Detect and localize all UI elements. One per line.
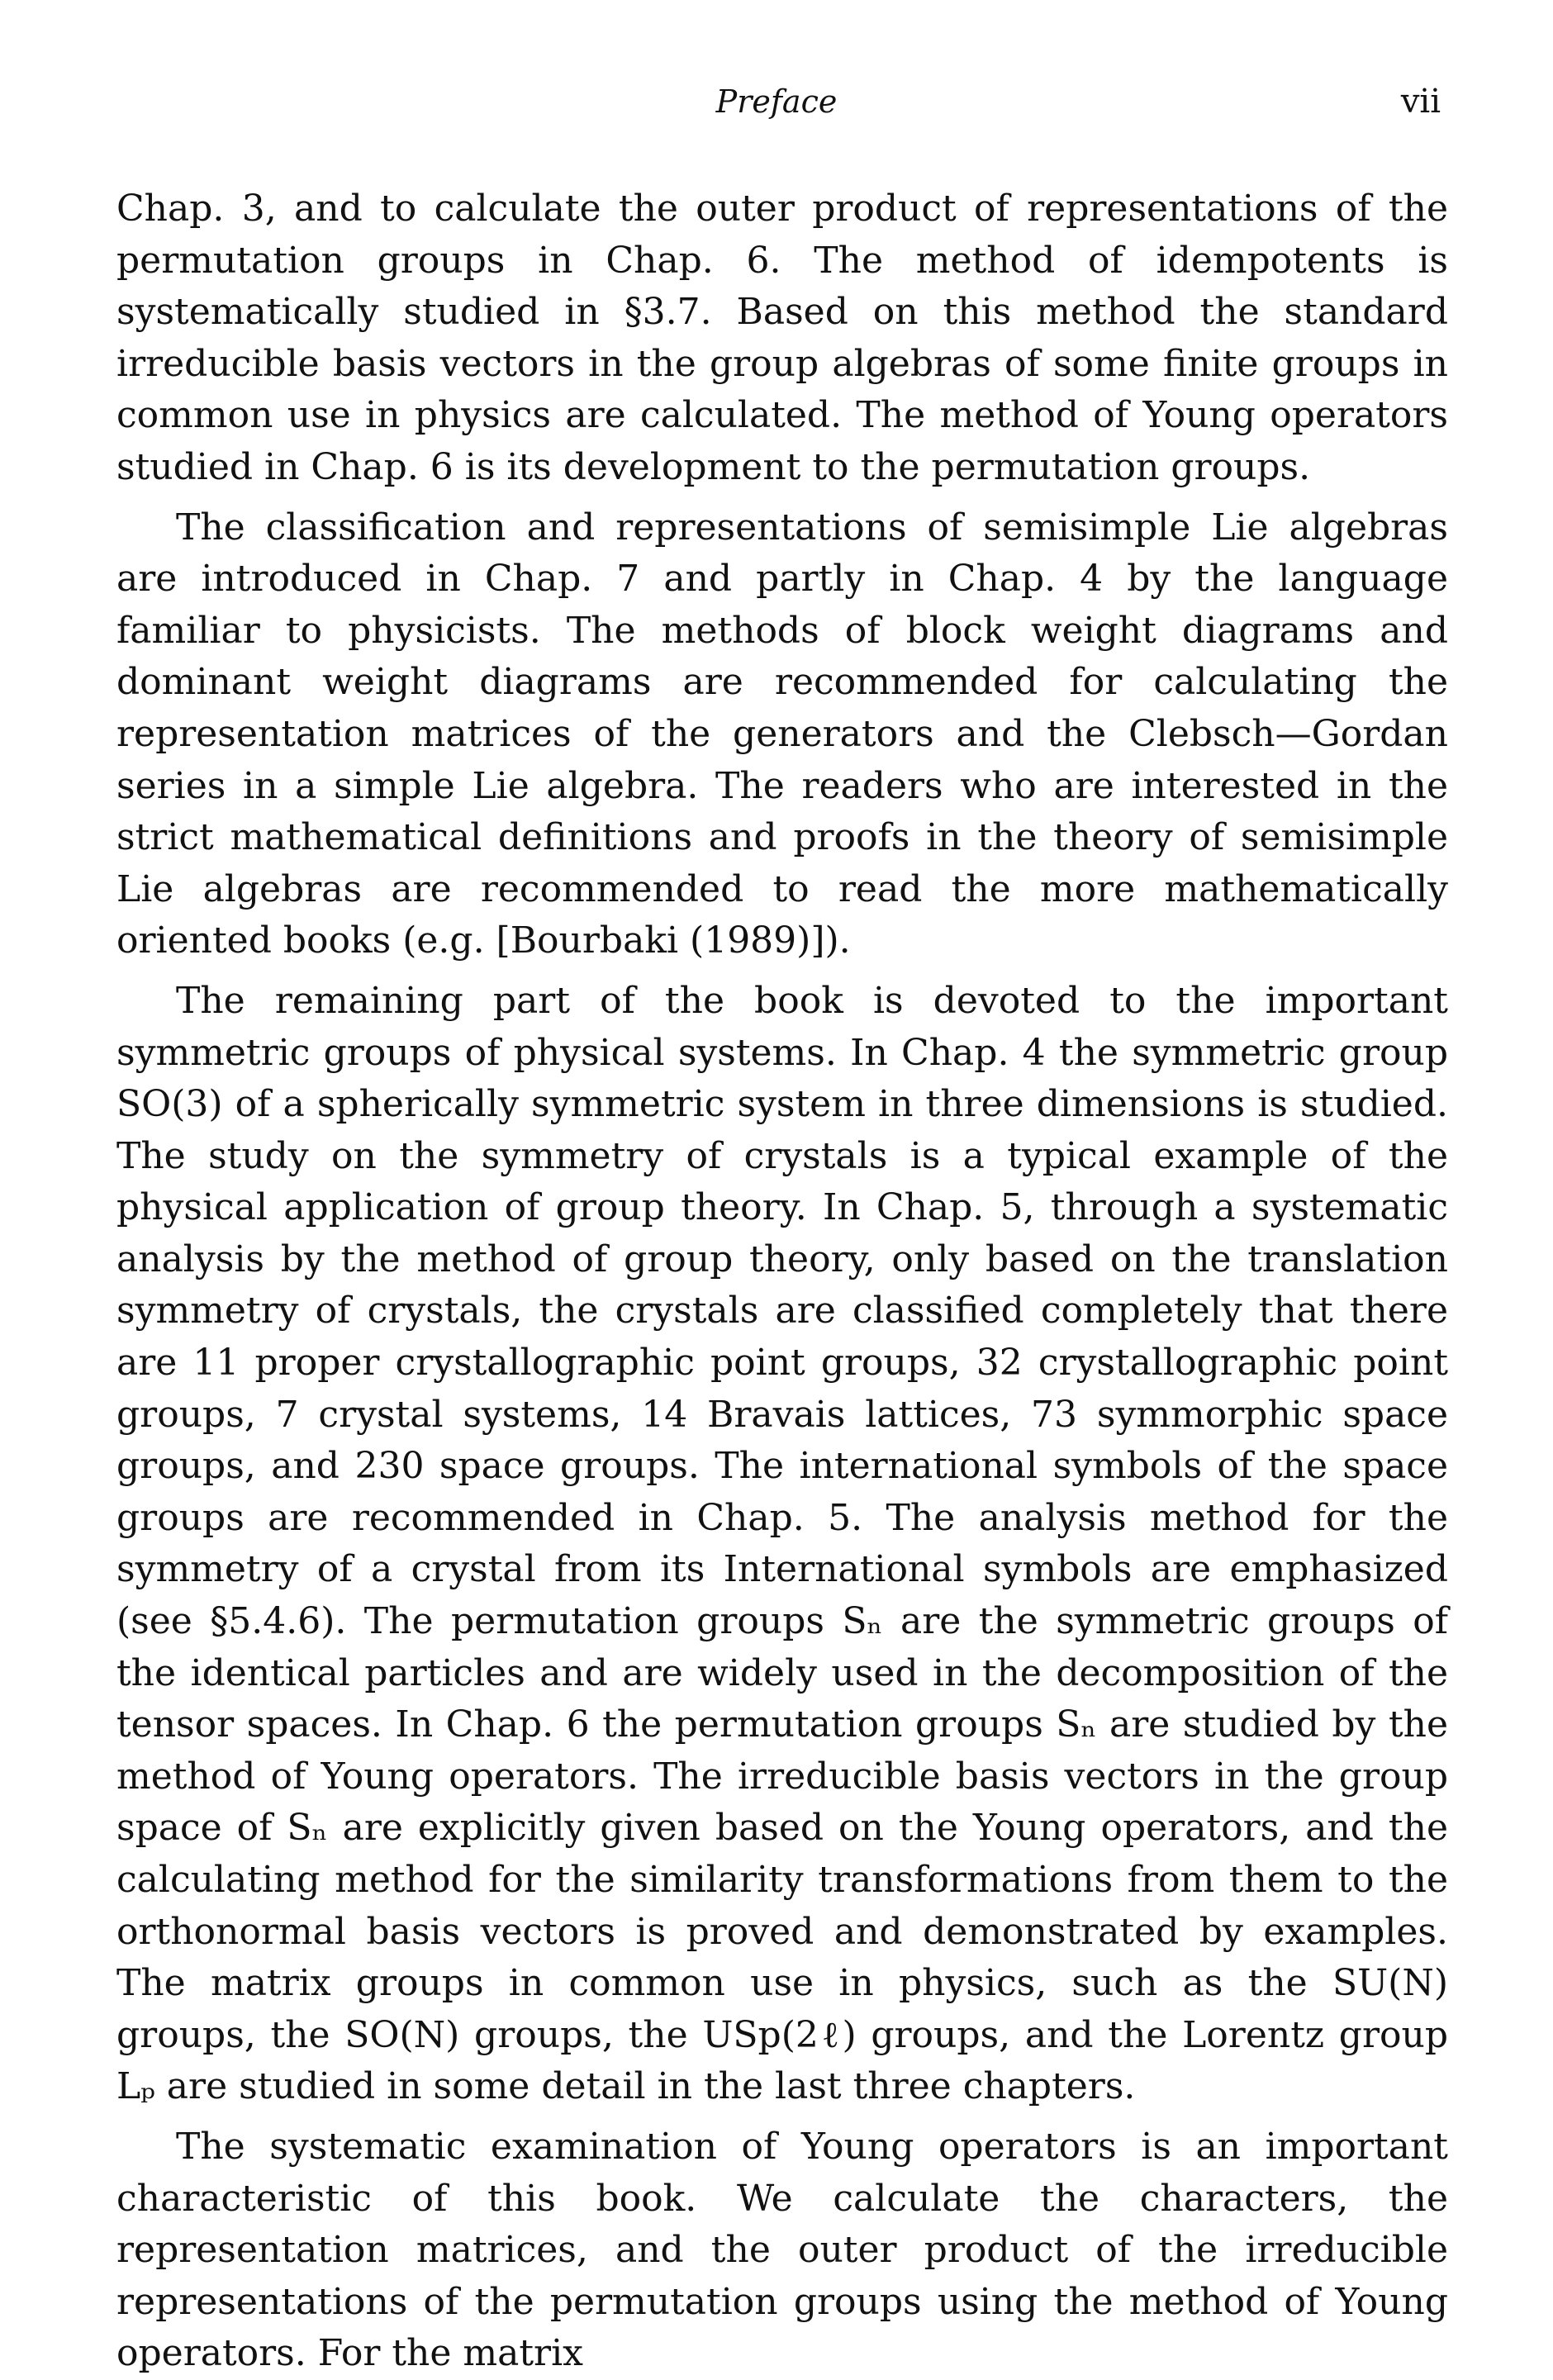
paragraph-young-operators: The systematic examination of Young operators is an important characteristic of this book. We calculate the characters, the representation matrices, and the outer product of the irreducible representations of the permutation groups using the method of Young operators. For the matrix xyxy=(116,2125,1448,2375)
paragraph-symmetric-groups: The remaining part of the book is devoted to the important symmetric groups of physical systems. In Chap. 4 the symmetric group SO(3) of a spherically symmetric system in three dimensions is studied. The study on the symmetry of crystals is a typical example of the physical application of group theory. In Chap. 5, through a systematic analysis by the method of group theory, only based on the translation symmetry of crystals, the crystals are classified completely that there are 11 proper crystallographic point groups, 32 crystallographic point groups, 7 crystal systems, 14 Bravais lattices, 73 symmorphic space groups, and 230 space groups. The international symbols of the space groups are recommended in Chap. 5. The analysis method for the symmetry of a crystal from its International symbols are emphasized (see §5.4.6). The permutation groups Sₙ are the symmetric groups of the identical particles and are widely used in the decomposition of the tensor spaces. In Chap. 6 the permutation groups Sₙ are studied by the method of Young operators. The irreducible basis vectors in the group space of Sₙ are explicitly given based on the Young operators, and the calculating method for the similarity transformations from them to the orthonormal basis vectors is proved and demonstrated by examples. The matrix groups in common use in physics, such as the SU(N) groups, the SO(N) groups, the USp(2ℓ) groups, and the Lorentz group Lₚ are studied in some detail in the last three chapters. xyxy=(116,979,1448,2108)
body-text xyxy=(116,183,1448,2380)
paragraph-lie-algebras: The classification and representations of semisimple Lie algebras are introduced in Chap. 7 and partly in Chap. 4 by the language familiar to physicists. The methods of block weight diagrams and dominant weight diagrams are recommended for calculating the representation matrices of the generators and the Clebsch—Gordan series in a simple Lie algebra. The readers who are interested in the strict mathematical definitions and proofs in the theory of semisimple Lie algebras are recommended to read the more mathematically oriented books (e.g. [Bourbaki (1989)]). xyxy=(116,506,1448,962)
paragraph-continuation: Chap. 3, and to calculate the outer product of representations of the permutation groups in Chap. 6. The method of idempotents is systematically studied in §3.7. Based on this method the standard irreducible basis vectors in the group algebras of some finite groups in common use in physics are calculated. The method of Young operators studied in Chap. 6 is its development to the permutation groups. xyxy=(116,188,1448,488)
running-title: Preface xyxy=(715,83,838,120)
page-number: vii xyxy=(1400,83,1441,121)
running-head xyxy=(0,81,1553,131)
